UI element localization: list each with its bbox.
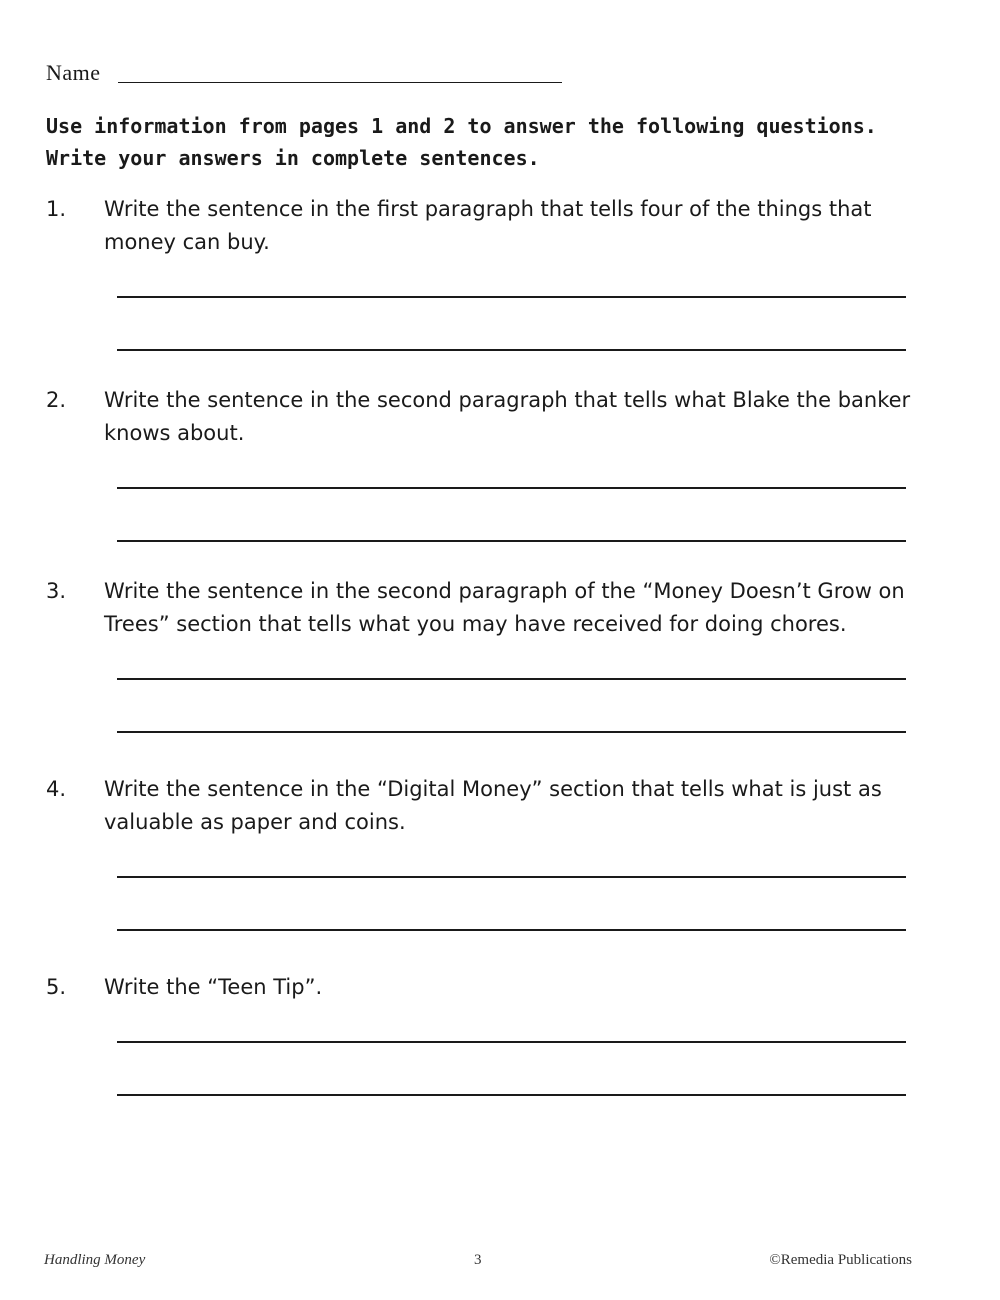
- question-text: Write the “Teen Tip”.: [104, 975, 323, 999]
- question-text: Write the sentence in the first paragraph that tells four of the things that money can buy.: [104, 197, 872, 254]
- answer-line-5a[interactable]: [117, 1041, 906, 1043]
- footer-title: Handling Money: [44, 1252, 146, 1268]
- name-answer-line[interactable]: [118, 82, 562, 83]
- answer-line-1a[interactable]: [117, 296, 906, 298]
- answer-line-5b[interactable]: [117, 1094, 906, 1096]
- instructions-line-1: Use information from pages 1 and 2 to answer the following questions.: [46, 114, 877, 138]
- question-number: 4.: [46, 777, 67, 801]
- answer-line-2b[interactable]: [117, 540, 906, 542]
- question-number: 3.: [46, 579, 67, 603]
- instructions: [46, 110, 946, 174]
- footer-publisher: ©Remedia Publications: [769, 1252, 912, 1268]
- answer-line-3a[interactable]: [117, 678, 906, 680]
- answer-line-3b[interactable]: [117, 731, 906, 733]
- question-text: Write the sentence in the second paragraph of the “Money Doesn’t Grow on Trees” section that tells what you may have received for doing chores.: [104, 579, 905, 636]
- question-number: 1.: [46, 197, 67, 221]
- answer-line-1b[interactable]: [117, 349, 906, 351]
- question-number: 5.: [46, 975, 67, 999]
- question-text: Write the sentence in the “Digital Money” section that tells what is just as valuable as paper and coins.: [104, 777, 882, 834]
- question-number: 2.: [46, 388, 67, 412]
- name-field-row: [46, 58, 566, 88]
- answer-line-2a[interactable]: [117, 487, 906, 489]
- name-label: Name: [46, 60, 101, 85]
- instructions-line-2: Write your answers in complete sentences.: [46, 146, 540, 170]
- footer-page-number: 3: [474, 1252, 482, 1268]
- answer-line-4b[interactable]: [117, 929, 906, 931]
- question-text: Write the sentence in the second paragraph that tells what Blake the banker knows about.: [104, 388, 911, 445]
- answer-line-4a[interactable]: [117, 876, 906, 878]
